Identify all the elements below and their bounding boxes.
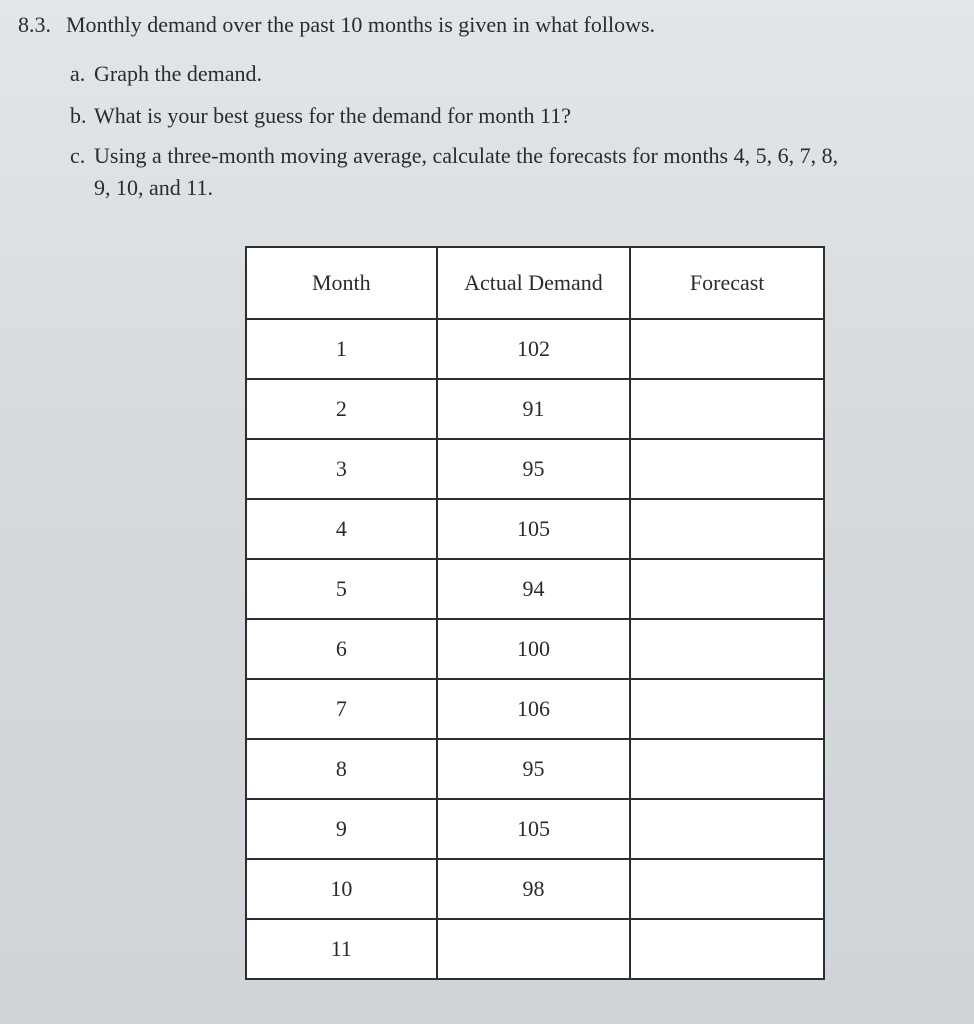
month-cell: 10 xyxy=(246,859,437,919)
part-b-text: What is your best guess for the demand for month 11? xyxy=(94,103,571,128)
header-month: Month xyxy=(246,247,437,319)
demand-cell: 100 xyxy=(437,619,631,679)
forecast-cell xyxy=(630,619,824,679)
table-row xyxy=(246,859,824,919)
demand-cell: 98 xyxy=(437,859,631,919)
forecast-cell xyxy=(630,379,824,439)
table-row xyxy=(246,679,824,739)
forecast-cell xyxy=(630,559,824,619)
table-row xyxy=(246,739,824,799)
part-a xyxy=(70,60,262,88)
forecast-cell xyxy=(630,499,824,559)
demand-table xyxy=(245,246,825,980)
forecast-cell xyxy=(630,859,824,919)
month-cell: 9 xyxy=(246,799,437,859)
month-cell: 4 xyxy=(246,499,437,559)
demand-cell xyxy=(437,919,631,979)
demand-cell: 94 xyxy=(437,559,631,619)
month-cell: 6 xyxy=(246,619,437,679)
demand-cell: 105 xyxy=(437,799,631,859)
month-cell: 2 xyxy=(246,379,437,439)
month-cell: 8 xyxy=(246,739,437,799)
month-cell: 7 xyxy=(246,679,437,739)
part-c-label: c. xyxy=(70,143,86,168)
part-c-continuation: 9, 10, and 11. xyxy=(94,175,213,200)
month-cell: 3 xyxy=(246,439,437,499)
problem-heading xyxy=(18,12,968,38)
demand-cell: 102 xyxy=(437,319,631,379)
forecast-cell xyxy=(630,919,824,979)
table-row xyxy=(246,799,824,859)
table-header-row xyxy=(246,247,824,319)
header-forecast: Forecast xyxy=(630,247,824,319)
part-a-label: a. xyxy=(70,61,86,86)
table-row xyxy=(246,439,824,499)
table-row xyxy=(246,319,824,379)
problem-number: 8.3. xyxy=(18,12,51,37)
month-cell: 11 xyxy=(246,919,437,979)
demand-cell: 106 xyxy=(437,679,631,739)
demand-cell: 105 xyxy=(437,499,631,559)
part-c xyxy=(70,142,960,202)
table-row xyxy=(246,619,824,679)
header-actual-demand: Actual Demand xyxy=(437,247,631,319)
table-row xyxy=(246,379,824,439)
part-b-label: b. xyxy=(70,103,87,128)
demand-cell: 95 xyxy=(437,439,631,499)
part-c-text: Using a three-month moving average, calculate the forecasts for months 4, 5, 6, 7, 8, xyxy=(94,143,839,168)
forecast-cell xyxy=(630,679,824,739)
demand-cell: 91 xyxy=(437,379,631,439)
problem-statement xyxy=(18,12,968,38)
forecast-cell xyxy=(630,739,824,799)
forecast-cell xyxy=(630,319,824,379)
forecast-cell xyxy=(630,439,824,499)
month-cell: 5 xyxy=(246,559,437,619)
table-row xyxy=(246,559,824,619)
problem-text: Monthly demand over the past 10 months is given in what follows. xyxy=(66,12,656,37)
demand-cell: 95 xyxy=(437,739,631,799)
table-row xyxy=(246,919,824,979)
forecast-cell xyxy=(630,799,824,859)
part-b xyxy=(70,102,571,130)
table-row xyxy=(246,499,824,559)
part-a-text: Graph the demand. xyxy=(94,61,262,86)
month-cell: 1 xyxy=(246,319,437,379)
